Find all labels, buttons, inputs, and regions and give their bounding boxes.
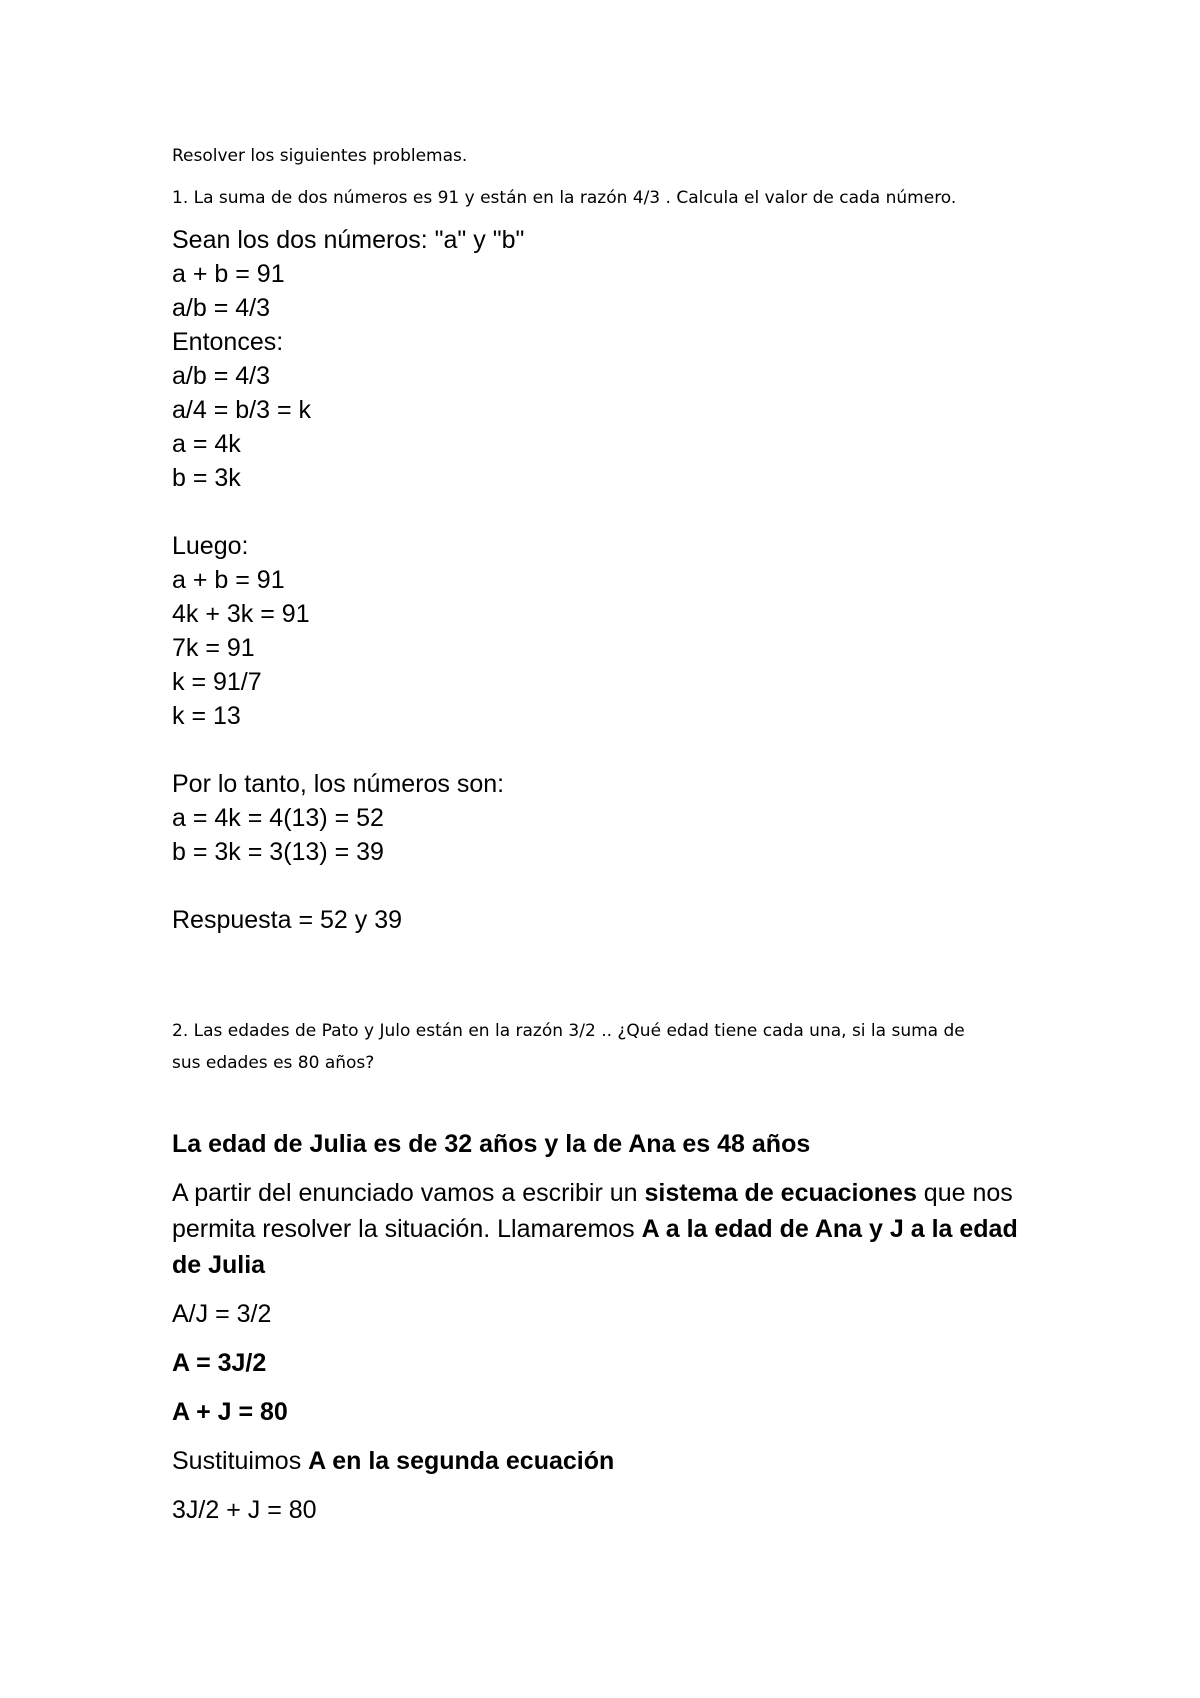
solution-line: b = 3k bbox=[172, 463, 241, 492]
intro-text: Resolver los siguientes problemas. bbox=[172, 146, 468, 166]
blank-line bbox=[172, 495, 1052, 529]
explanation-text: que nos permita resolver la situación. Llamaremos bbox=[172, 1178, 1013, 1243]
equation-substituted: 3J/2 + J = 80 bbox=[172, 1495, 317, 1524]
solution-line: Sean los dos números: "a" y "b" bbox=[172, 225, 525, 254]
problem-2-statement bbox=[172, 1015, 1052, 1079]
problem-2-solution bbox=[172, 1127, 1052, 1527]
solution-line: Por lo tanto, los números son: bbox=[172, 769, 505, 798]
solution-line: a/b = 4/3 bbox=[172, 361, 270, 390]
problem-1-solution bbox=[172, 223, 1052, 937]
solution-line: a/4 = b/3 = k bbox=[172, 395, 311, 424]
document-content bbox=[172, 146, 1052, 1542]
equation-a-bold: A = 3J/2 bbox=[172, 1348, 267, 1377]
equation-ratio: A/J = 3/2 bbox=[172, 1299, 272, 1328]
problem-1-statement: 1. La suma de dos números es 91 y están en la razón 4/3 . Calcula el valor de cada número. bbox=[172, 188, 957, 209]
solution-line: 7k = 91 bbox=[172, 633, 255, 662]
equation-sum bbox=[172, 1395, 1052, 1429]
substitution-line bbox=[172, 1444, 1052, 1478]
solution-line: a/b = 4/3 bbox=[172, 293, 270, 322]
solution-line: k = 91/7 bbox=[172, 667, 262, 696]
solution-line: a = 4k bbox=[172, 429, 241, 458]
solution-line: a + b = 91 bbox=[172, 565, 285, 594]
solution-line: a = 4k = 4(13) = 52 bbox=[172, 803, 384, 832]
answer-line: Respuesta = 52 y 39 bbox=[172, 905, 403, 934]
problem-2-statement-line-1: 2. Las edades de Pato y Julo están en la razón 3/2 .. ¿Qué edad tiene cada una, si la suma de bbox=[172, 1020, 965, 1041]
explanation-text: A partir del enunciado vamos a escribir un bbox=[172, 1178, 645, 1207]
blank-line bbox=[172, 733, 1052, 767]
solution-line: b = 3k = 3(13) = 39 bbox=[172, 837, 384, 866]
solution-line: Entonces: bbox=[172, 327, 284, 356]
solution-line: Luego: bbox=[172, 531, 249, 560]
explanation-bold: sistema de ecuaciones bbox=[644, 1178, 917, 1207]
substitution-bold: A en la segunda ecuación bbox=[308, 1446, 615, 1475]
problem-2-statement-line-2: sus edades es 80 años? bbox=[172, 1052, 375, 1073]
equation-a bbox=[172, 1346, 1052, 1380]
solution-line: a + b = 91 bbox=[172, 259, 285, 288]
problem-2-answer-heading: La edad de Julia es de 32 años y la de Ana es 48 años bbox=[172, 1129, 811, 1158]
equation-sum-bold: A + J = 80 bbox=[172, 1397, 288, 1426]
solution-line: k = 13 bbox=[172, 701, 241, 730]
solution-line: 4k + 3k = 91 bbox=[172, 599, 310, 628]
substitution-text: Sustituimos bbox=[172, 1446, 309, 1475]
explanation-bold: A a la edad de Ana y J a la edad de Julia bbox=[172, 1214, 1018, 1279]
blank-line bbox=[172, 869, 1052, 903]
problem-2-explanation bbox=[172, 1175, 1052, 1283]
